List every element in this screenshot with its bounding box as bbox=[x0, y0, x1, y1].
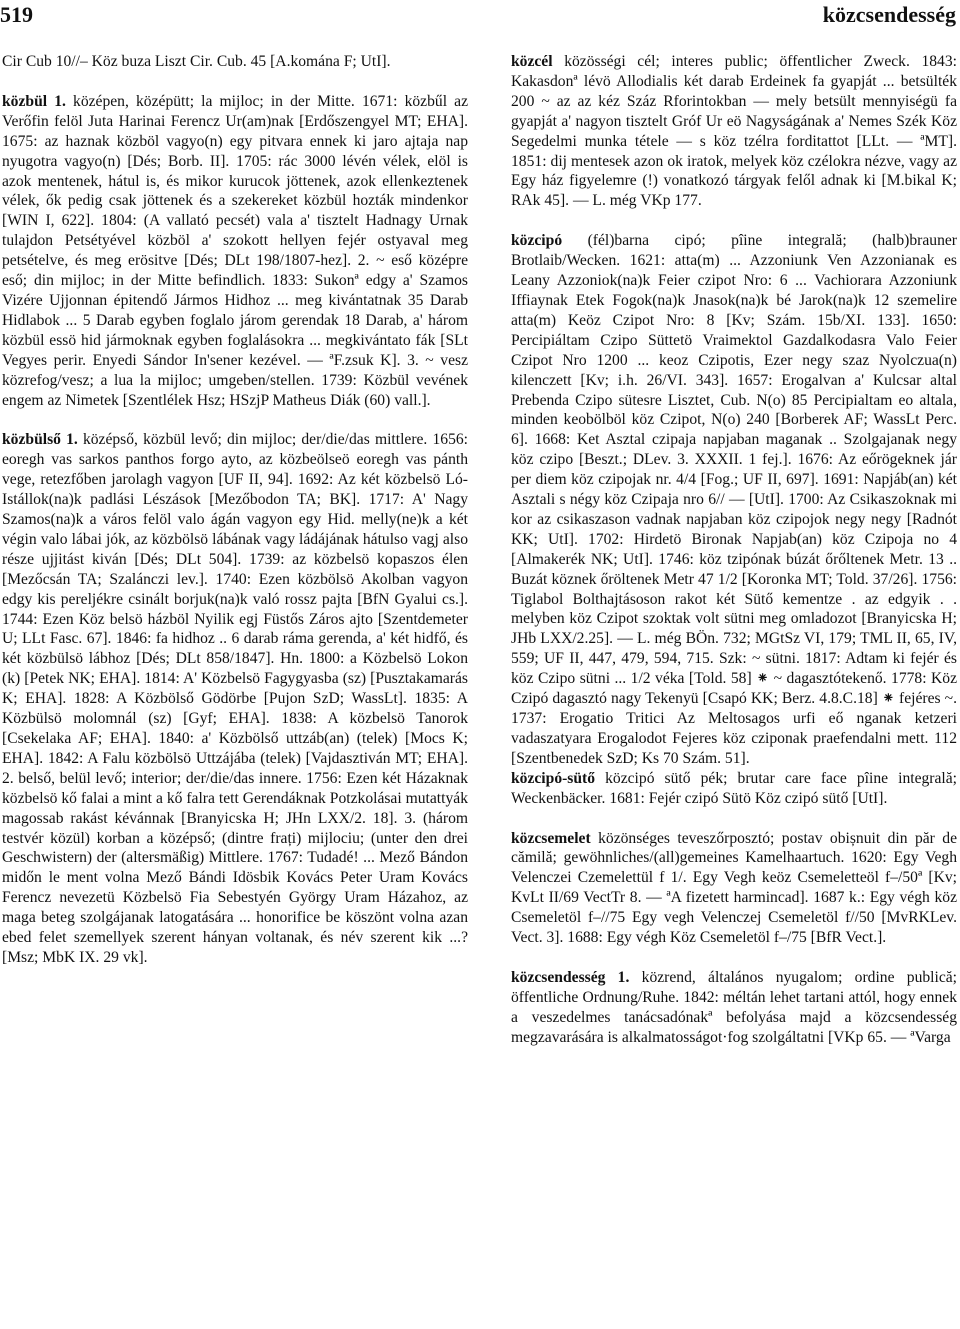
entry-text: közösségi cél; interes public; öffentlicher Zweck. 1843: Kakasdonª lévö Allodialis két darab Erdeinek fa gyapját ... betsülték 200 ~ az az kéz Száz Rforintokban — mely betsült mennyiségü fa gyapját a' nagyon tisztelt Gróf Ur eö Nagyságának a' Nemes Szék Köz Segedelmi munka tétele — s köz tzélra forditattot [LLt. — ªMT]. 1851: dij mentesek azon ok iratok, melyek köz czélokra nézve, vagy az Egy ház figyelemre (!) vonatkozó tárgyak felől adnak ki [M.bikal K; RAk 45]. — L. még VKp 177. bbox=[511, 53, 957, 210]
entry-text: középen, középütt; la mijloc; in der Mitte. 1671: közbűl az Verőfin felöl Juta Harinai Ferencz Ur(am)nak [Erdőszengyel MT; EHA]. 1675: az haznak közböl vagyo(n) egy pitvara ennek ki jaro ajtaja nap nyugotra vagyo(n) [Dés; Borb. II]. 1705: rác 3000 lévén vélek, elöl is azok mentenek, hátul is, és mikor kurucok jöttenek, azok ellenkeztenek vélek, ők pedig csak jöttenek és a szekereket közbül hozták mindenkor [WIN I, 622]. 1804: (A vallató pecsét) vala a' tisztelt Hadnagy Urnak tulajdon Petsétyével közböl a' szokott hellyen fejér ostyaval meg petsételve, és meg erösitve [Dés; DLt 198/1807-hez]. 2. ~ eső középre eső; din mijloc; in der Mitte befindlich. 1833: Sukonª edgy a' Szamos Vizére Ujjonnan épitendő Jármos Hidhoz ... meg kivántatnak 35 Darab Hidlabok ... 5 Darab egyben foglalo járom gerendak 18 Darab, a' három közbül essö hid jármoknak egyben foglalásokra ... megkivántato fák [SLt Vegyes perir. Enyedi Sándor In'sener kezével. — ªF.zsuk K]. 3. ~ vesz közrefog/vesz; a lua la mijloc; umgeben/stellen. 1739: Közbül vevének engem az Nimetek [Szentlélek Hsz; HSzjP Matheus Diák (60) vall.]. bbox=[2, 92, 468, 409]
headword: közcipó bbox=[511, 232, 563, 250]
entry-text: közönséges teveszőrposztó; postav obișnuit din păr de cămilă; gewöhnliches/(all)gemeines Kamelhaartuch. 1620: Egy Vegh Velenczei Czemelettül f 1/. Egy Vegh keöz Csemeletteöl f–/50ª [Kv; KvLt II/69 VectTr 8. — ªA fizetett harmincad]. 1687 k.: Egy végh köz Csemeletöl f–//75 Egy vegh Velenczej Csemeletöl f//50 [MvRKLev. Vect. 3]. 1688: Egy végh Köz Csemeletöl f–/75 [BfR Vect.]. bbox=[511, 829, 957, 947]
dictionary-entry bbox=[511, 968, 957, 1048]
dictionary-entry bbox=[511, 231, 957, 768]
dictionary-entry bbox=[2, 430, 468, 967]
headword: közcsendesség 1. bbox=[511, 968, 630, 986]
headword: közbül 1. bbox=[2, 92, 66, 110]
entry-text: Cir Cub 10//– Köz buza Liszt Cir. Cub. 45 [A.komána F; UtI]. bbox=[2, 53, 391, 70]
running-head: közcsendesség bbox=[822, 2, 956, 27]
entry-text: közcipó sütő pék; brutar care face pîine integrală; Weckenbäcker. 1681: Fejér czipó Sütö Köz czipó sütő [UtI]. bbox=[511, 769, 958, 807]
right-column bbox=[511, 52, 957, 1048]
dictionary-entry bbox=[2, 52, 468, 72]
headword: közcél bbox=[511, 53, 553, 70]
headword: közbülső 1. bbox=[2, 431, 78, 449]
left-column bbox=[2, 52, 468, 968]
entry-text: közrend, általános nyugalom; ordine publică; öffentliche Ordnung/Ruhe. 1842: méltán lehet tartani attól, hogy ennek a veszedelmes tanácsadónakª befolyása majd a közcsendesség megzavarására is alkalmatosságot·fog szolgáltatni [VKp 65. — ªVarga bbox=[511, 968, 957, 1046]
dictionary-entry bbox=[511, 52, 957, 211]
dictionary-entry bbox=[511, 769, 957, 809]
entry-text: középső, közbül levő; din mijloc; der/die/das mittlere. 1656: eoregh vas sarkos panthos forgo ayto, az közbeölseö eoregh vas pánth vege, retezfőben jarolagh vagyon [UF II, 94]. 1692: Az két közbelsö Ló-Istállok(na)k padlási Lészások [Mezőbodon TA; BK]. 1717: A' Nagy Szamos(na)k a város felöl valo ágán vagyon egy Hid. melly(ne)k a két végin valo lábai jók, az közbölsö lábának vagy ládájának hátulso vagj also része ujjitást kiván [Dés; DLt 504]. 1739: az közbelsö kopaszos élen [Mezőcsán TA; Szalánczi lev.]. 1740: Ezen közbölsö Akolban vagyon edgy kis pereljékre csinált borjuk(na)k való rossz pajta [BfN Gyalui cs.]. 1744: Ezen Köz belsö házböl Nyilik egj Füstős Záros ajto [Szentdemeter U; LLt Fasc. 67]. 1846: fa hidhoz .. 6 darab ráma gerenda, a' két hidfő, és két közbülsö lábhoz [Dés; DLt 858/1847]. Hn. 1800: a Közbelsö Lokon (k) [Petek NK; EHA]. 1814: A' Közbelsö Fagygyasba (sz) [Pusztakamarás K; EHA]. 1828: A Közbölső Gödörbe [Pujon SzD; WassLt]. 1835: A Közbülsö molomnál (sz) [Gyf; EHA]. 1838: A közbelsö Tanorok [Csekelaka AF; EHA]. 1840: a' Közbölső uttzáb(an) (telek) [Mocs K; EHA]. 1842: A Falu közbölsö Uttzájába (telek) [Vajdasztiván MT; EHA]. 2. belső, belül levő; interior; der/die/das innere. 1756: Ezen két Házaknak közbelsö kő falai a mint a kő falra tett Gerendáknak Potzkolásai mutattyák magossab rakást kévánnak [Branyicska H; JHn LXX/2. 18]. 3. (három testvér közül) korban a középső; (dintre frați) mijlociu; (unter den drei Geschwistern) der (altersmäßig) Mittlere. 1767: Tudadé! ... Mező Bándon midőn le ment volna Mező Bándi Idösbik Kovács Peter Uram Kovács Ferencz nevezetü Közbelsö Fia Sebestyén György Uram Házahoz, az maga beteg szolgájanak latogatására ... honorifice be köszönt volna azan ebed felet szemellyek szerent hányan voltanak, és név szerent kik ...? [Msz; MbK IX. 29 vk]. bbox=[2, 431, 468, 966]
dictionary-entry bbox=[2, 92, 468, 411]
entry-text: (fél)barna cipó; pîine integrală; (halb)brauner Brotlaib/Wecken. 1621: atta(m) ... Azzoniunk Ven Azzonianak es Leany Azzoniok(na)k Feier czipot Nro: 6 ... Vachiorara Azzoniunk Iffiaynak Etek Fogok(na)k Jnasok(na)k bé Jarok(na)k 12 szemelire atta(m) Keöz Czipot Nro: 8 [Kv; Szám. 15b/XI. 133]. 1650: Percipiáltam Czipo Süttetö Vraimektol Gazdalkodasra Valo Feier Czipot Nro 1200 ... keoz Czipotis, Ezer negy szaz Nyolczua(n) kilenczett [Kv; i.h. 26/VI. 343]. 1657: Erogalvan a' Kulcsar altal Prebenda Czipo sütesre Lisztet, Cub. N(o) 85 Percipialtam eo altala, minden keobölböl köz Czipot, N(o) 240 [Borberek AF; WassLt Perc. 6]. 1668: Ket Asztal czipaja napjaban maganak .. Szolgajanak negy köz czipo [Beszt.; DLev. 3. XXXII. 1 fej.]. 1676: Az eőrögeknek jár per diem köz czipojak nr. 4/4 [Fog.; UF II, 697]. 1691: Napjáb(an) két Asztali s négy köz Czipaja nro 6// — [UtI]. 1700: Az Csikaszoknak mi kor az csikaszason vadnak napjaban köz czipojok negy negy [Radnót KK; UtI]. 1702: Hirdetö Bironak Napjab(an) köz Czipoja no 4 [Almakerék NK; UtI]. 1746: köz tzipónak búzát őrőltenek Metr. 13 .. Buzát köznek őröltenek Metr 47 1/2 [Koronka MT; Told. 37/26]. 1756: Tiglabol Bolthajtásoson rakot két Sütő kementze . az edgyik . . melyben köz Czipot szoktak volt sütni meg omladozot [Branyicska H; JHb LXX/2.25]. — L. még BÖn. 732; MGtSz VI, 179; TML II, 65, IV, 559; UF II, 447, 479, 594, 715. Szk: ~ sütni. 1817: Adtam ki fejér és köz Czipo sütni ... 1/2 véka [Told. 58] ⁕ ~ dagasztótekenő. 1778: Köz Czipó dagasztó nagy Tekenyü [Csapó KK; Berz. 4.8.C.18] ⁕ fejéres ~. 1737: Erogatio Tritici Az Meltosagos urfi eő nganak ketzeri vadaszatyara Erogalodot Fejeres köz cziponak praefendalni mett. 112 [Szentbenedek SzD; Ks 70 Szám. 51]. bbox=[511, 232, 957, 767]
headword: közcsemelet bbox=[511, 829, 591, 847]
dictionary-entry bbox=[511, 829, 957, 948]
headword: közcipó-sütő bbox=[511, 769, 596, 787]
page-number: 519 bbox=[0, 2, 33, 27]
page-header bbox=[0, 2, 960, 32]
